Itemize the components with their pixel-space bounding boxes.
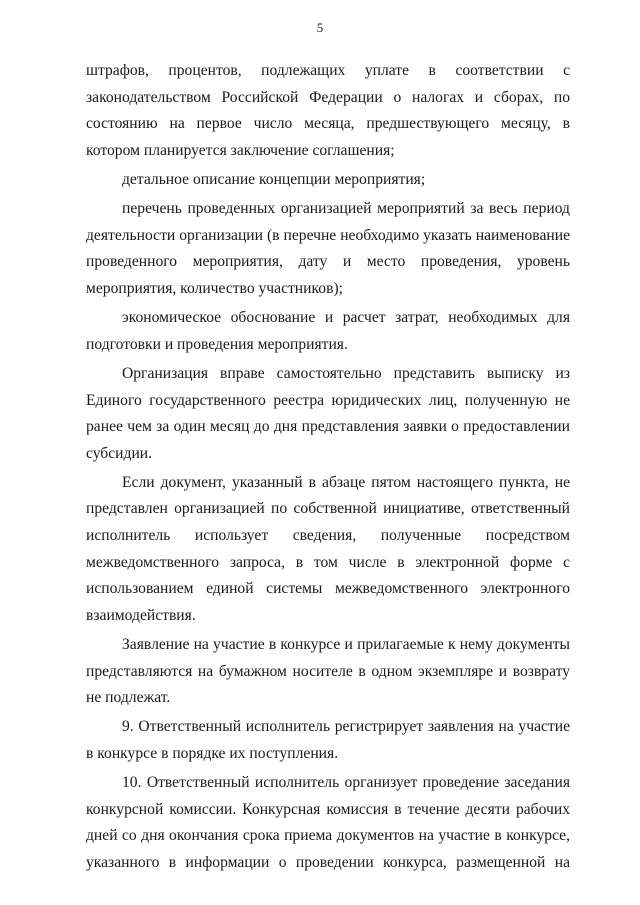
paragraph-registry-extract: Организация вправе самостоятельно представить выписку из Единого государственного реестра юридических лиц, полученную не ранее чем за один месяц до дня представления заявки о предоставлении субсидии. <box>86 364 570 462</box>
page-number: 5 <box>316 20 324 35</box>
paragraph-fines-continuation: штрафов, процентов, подлежащих уплате в соответствии с законодательством Российской Федерации о налогах и сборах, по состоянию на первое число месяца, предшествующего месяцу, в котором планируется заключение соглашения; <box>86 62 570 159</box>
paragraph-interagency-request: Если документ, указанный в абзаце пятом настоящего пункта, не представлен организацией по собственной инициативе, ответственный исполнитель использует сведения, полученные посредством межведомственного запроса, в том числе в электронной форме с использованием единой системы межведомственного электронного взаимодействия. <box>86 473 570 624</box>
paragraph-concept-description: детальное описание концепции мероприятия; <box>122 170 426 188</box>
paragraph-economic-justification: экономическое обоснование и расчет затрат, необходимых для подготовки и проведения мероприятия. <box>86 309 570 353</box>
paragraph-events-list: перечень проведенных организацией мероприятий за весь период деятельности организации (в перечне необходимо указать наименование проведенного мероприятия, дату и место проведения, уровень мероприятия, количество участников); <box>86 200 570 297</box>
document-body <box>86 58 570 877</box>
paragraph-item-9: 9. Ответственный исполнитель регистрирует заявления на участие в конкурсе в порядке их поступления. <box>86 718 570 762</box>
paragraph-item-10: 10. Ответственный исполнитель организует проведение заседания конкурсной комиссии. Конкурсная комиссия в течение десяти рабочих дней со дня окончания срока приема документов на участие в конкурсе, указанного в информации о проведении конкурса, размещенной на <box>86 774 570 871</box>
paragraph-paper-submission: Заявление на участие в конкурсе и прилагаемые к нему документы представляются на бумажном носителе в одном экземпляре и возврату не подлежат. <box>86 636 570 707</box>
